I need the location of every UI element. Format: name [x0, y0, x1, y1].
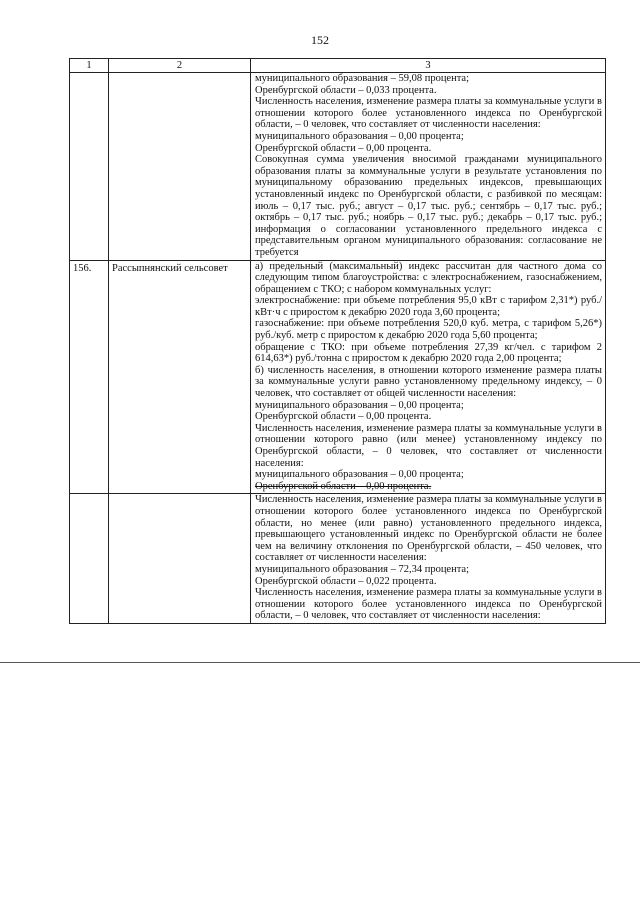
table-row-156 — [70, 260, 606, 494]
paragraph: а) предельный (максимальный) индекс рассчитан для частного дома со следующим типом благоустройства: с электроснабжением, газоснабжением, обращением с ТКО; с набором коммунальных услуг: — [255, 260, 602, 295]
paragraph: муниципального образования – 0,00 процента; — [255, 469, 464, 481]
paragraph: муниципального образования – 0,00 процента; — [255, 130, 464, 142]
row-name: Рассыпнянский сельсовет — [109, 260, 251, 494]
paragraph: Оренбургской области – 0,022 процента. — [255, 575, 437, 587]
paragraph: обращение с ТКО: при объеме потребления 27,39 кг/чел. с тарифом 2 614,63*) руб./тонна с приростом к декабрю 2020 года 2,00 процента; — [255, 341, 602, 365]
paragraph: электроснабжение: при объеме потребления 95,0 кВт с тарифом 2,31*) руб./кВт·ч с приростом к декабрю 2020 года 3,60 процента; — [255, 295, 602, 318]
paragraph: муниципального образования – 59,08 процента; — [255, 73, 470, 84]
row-number — [70, 494, 109, 624]
paragraph-struck: Оренбургской области – 0,00 процента. — [255, 480, 432, 492]
row-text — [251, 260, 606, 494]
column-header-1: 1 — [70, 59, 109, 73]
paragraph: Численность населения, изменение размера платы за коммунальные услуги в отношении которого равно (или менее) установленному индексу по Оренбургской области, – 0 человек, что составляет от численности населения: — [255, 422, 602, 469]
paragraph: муниципального образования – 0,00 процента; — [255, 399, 464, 411]
paragraph: муниципального образования – 72,34 процента; — [255, 563, 470, 575]
paragraph: Оренбургской области – 0,00 процента. — [255, 411, 432, 423]
row-name — [109, 73, 251, 261]
row-text — [251, 73, 606, 261]
row-number: 156. — [70, 260, 109, 494]
row-name — [109, 494, 251, 624]
row-text — [251, 494, 606, 624]
column-header-3: 3 — [251, 59, 606, 73]
page-number: 152 — [311, 33, 329, 47]
paragraph: Оренбургской области – 0,033 процента. — [255, 84, 437, 96]
table-row-continuation — [70, 73, 606, 261]
row-number — [70, 73, 109, 261]
paragraph: Численность населения, изменение размера платы за коммунальные услуги в отношении которого более установленного индекса по Оренбургской области, – 0 человек, что составляет от численности населения: — [255, 587, 602, 622]
table-header-row — [70, 59, 606, 73]
column-header-2: 2 — [109, 59, 251, 73]
paragraph: газоснабжение: при объеме потребления 520,0 куб. метра, с тарифом 5,26*) руб./куб. метр с приростом к декабрю 2020 года 5,60 процента; — [255, 318, 602, 342]
scan-cut-line — [0, 662, 640, 663]
paragraph: б) численность населения, в отношении которого изменение размера платы за коммунальные услуги равно установленному предельному индексу, – 0 человек, что составляет от общей численности населения: — [255, 364, 602, 400]
paragraph: Оренбургской области – 0,00 процента. — [255, 142, 432, 154]
table-row-156-continued — [70, 494, 606, 624]
paragraph: Совокупная сумма увеличения вносимой гражданами муниципального образования платы за коммунальные услуги в результате установления по муниципальному образованию предельных индексов, превышающих установленный индекс по Оренбургской области, с разбивкой по месяцам: июль – 0,17 тыс. руб.; август – 0,17 тыс. руб.; сентябрь – 0,17 тыс. руб.; октябрь – 0,17 тыс. руб.; ноябрь – 0,17 тыс. руб.; декабрь – 0,17 тыс. руб.; информация о согласовании установленного предельного индекса с представительным органом муниципального образования: согласование не требуется — [255, 154, 602, 258]
paragraph: Численность населения, изменение размера платы за коммунальные услуги в отношении которого более установленного индекса по Оренбургской области, но менее (или равно) установленного предельного индекса, превышающего установленный индекс по Оренбургской области не более чем на величину отклонения по Оренбургской области, – 450 человек, что составляет от численности населения: — [255, 494, 602, 564]
document-table — [69, 58, 606, 624]
paragraph: Численность населения, изменение размера платы за коммунальные услуги в отношении которого более установленного индекса по Оренбургской области, – 0 человек, что составляет от численности населения: — [255, 96, 602, 131]
